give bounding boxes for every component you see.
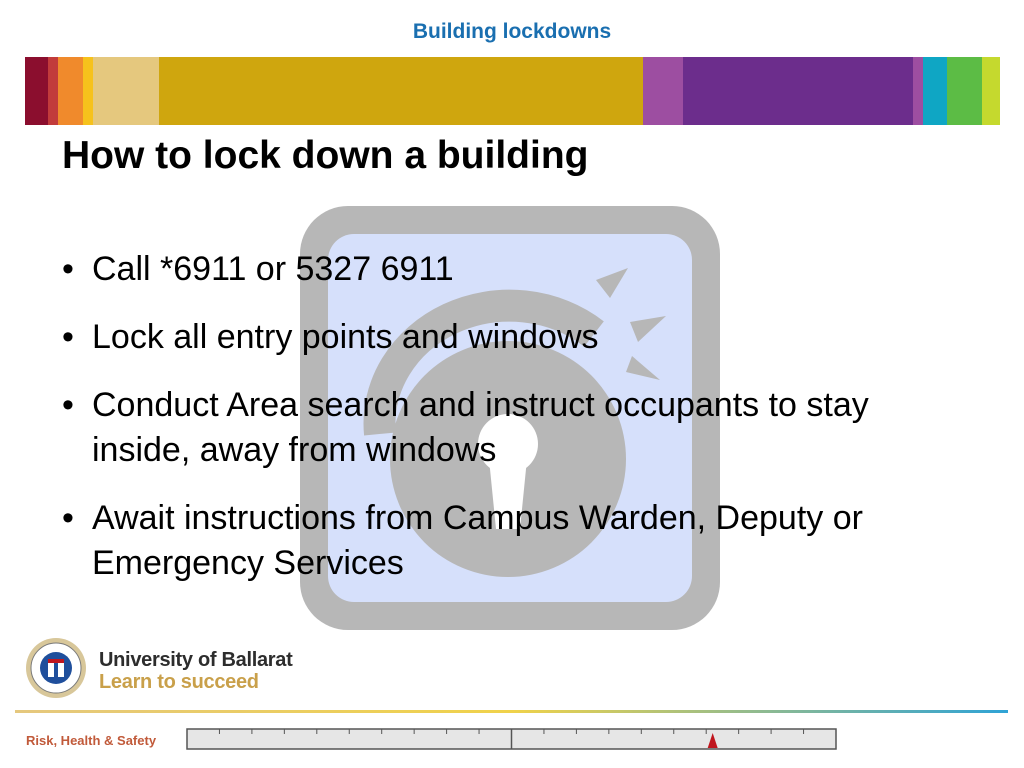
decorative-color-band xyxy=(25,57,1000,125)
bullet-item: • Conduct Area search and instruct occupants to stay inside, away from windows xyxy=(62,383,962,473)
presentation-title: Building lockdowns xyxy=(412,20,612,43)
university-tagline: Learn to succeed xyxy=(99,671,259,693)
university-seal-icon xyxy=(25,637,87,699)
university-name: University of Ballarat xyxy=(99,649,293,671)
bullet-item: • Await instructions from Campus Warden, Deputy or Emergency Services xyxy=(62,496,962,586)
footer-section-label: Risk, Health & Safety xyxy=(26,733,157,748)
bullet-list xyxy=(62,247,962,609)
footer-divider xyxy=(15,710,1008,713)
bullet-item: • Call *6911 or 5327 6911 xyxy=(62,247,962,292)
slide-heading: How to lock down a building xyxy=(62,134,589,177)
bullet-item: • Lock all entry points and windows xyxy=(62,315,962,360)
slide-progress-bar xyxy=(186,728,837,750)
university-logo xyxy=(25,637,325,701)
